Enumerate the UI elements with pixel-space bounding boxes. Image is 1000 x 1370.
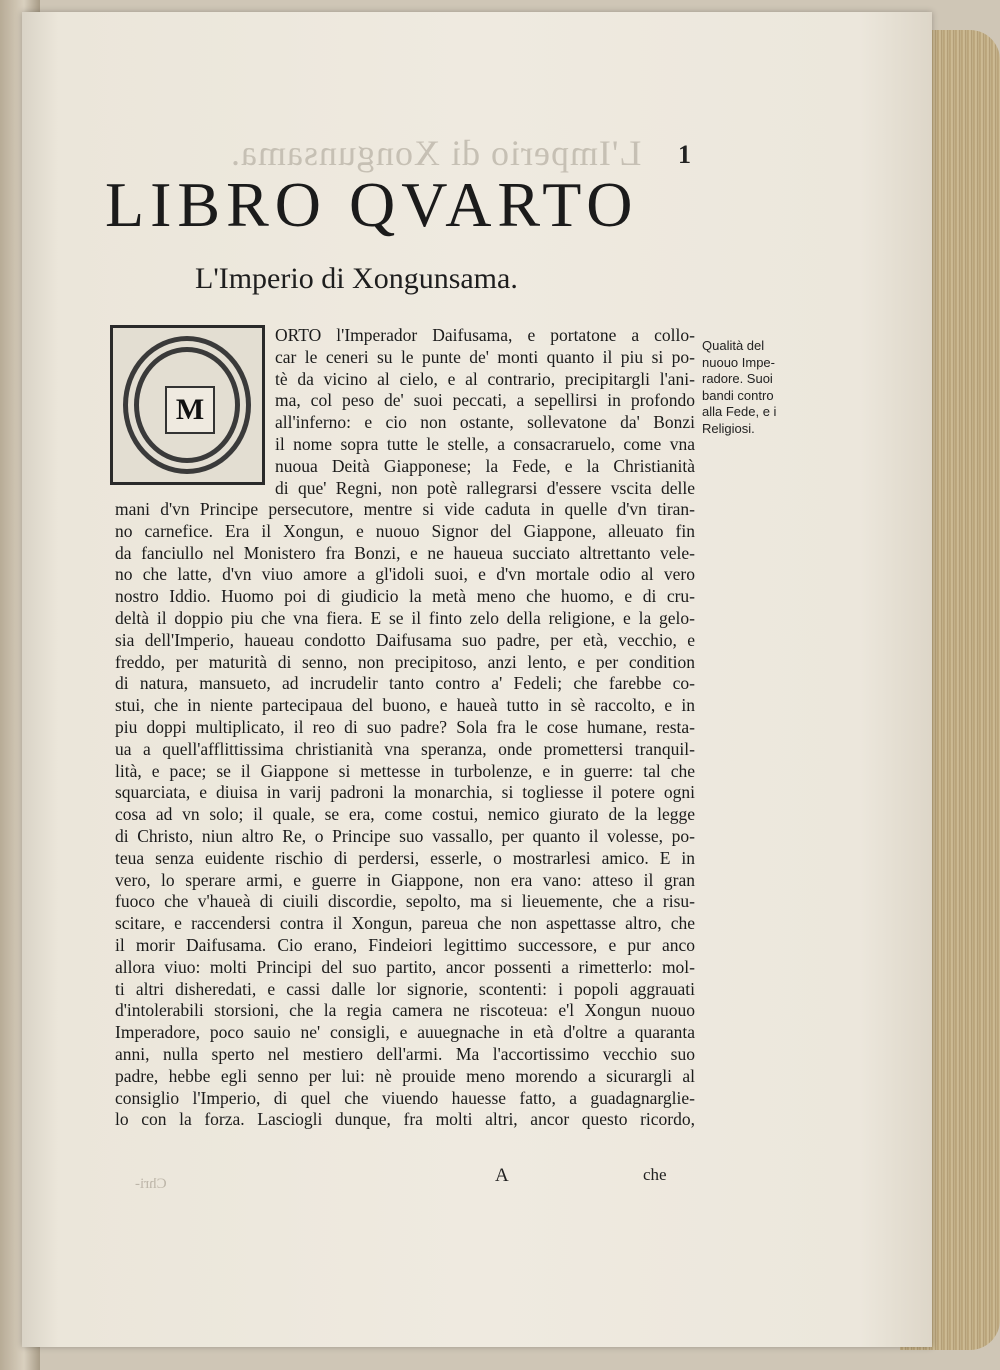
signature-mark: A xyxy=(495,1165,509,1186)
text-line: lo con la forza. Lasciogli dunque, fra molti altri, ancor questo ricordo, xyxy=(115,1109,695,1130)
margin-note-line: nuouo Impe- xyxy=(702,354,775,370)
text-line: vero, lo sperare armi, e guerre in Giappone, non era vano: atteso il gran xyxy=(115,869,695,890)
text-line: no carnefice. Era il Xongun, e nuouo Signor del Giappone, alleuato fin xyxy=(115,520,695,541)
full-width-paragraph-lines xyxy=(115,499,695,1131)
text-line: freddo, per maturità di senno, non precipitoso, anzi lento, e per condition xyxy=(115,651,695,672)
text-line: tè da vicino al cielo, e al contrario, precipitargli l'ani- xyxy=(275,368,695,389)
text-line: da fanciullo nel Monistero fra Bonzi, e ne haueua succiato altrettanto vele- xyxy=(115,542,695,563)
text-line: padre, hebbe egli senno per lui: nè prouide meno morendo a sicurargli al xyxy=(115,1065,695,1086)
text-line: il nome sopra tutte le stelle, a consacraruelo, come vna xyxy=(275,433,695,454)
decorated-initial xyxy=(110,325,265,485)
text-line: d'intolerabili storsioni, che la regia camera ne riscoteua: e'l Xongun nuouo xyxy=(115,1000,695,1021)
show-through-text: L'Imperio di Xongunsama. xyxy=(230,133,642,173)
text-line: piu doppi multiplicato, il reo di suo padre? Sola fra le cose humane, resta- xyxy=(115,716,695,737)
indented-paragraph-lines xyxy=(275,325,695,499)
text-line: ORTO l'Imperador Daifusama, e portatone a collo- xyxy=(275,325,695,345)
text-line: ti altri disheredati, e cassi dalle lor signorie, scontenti: i popoli aggrauati xyxy=(115,978,695,999)
text-line: di natura, mansueto, ad incrudelir tanto contro a' Fedeli; che farebbe co- xyxy=(115,673,695,694)
text-line: di que' Regni, non potè rallegrarsi d'essere vscita delle xyxy=(275,477,695,498)
text-line: il morir Daifusama. Cio erano, Findeiori legittimo successore, e pur anco xyxy=(115,934,695,955)
text-line: di Christo, niun altro Re, o Principe suo vassallo, per quanto il volesse, po- xyxy=(115,825,695,846)
drop-cap-letter: M xyxy=(165,386,215,434)
text-line: Imperadore, poco sauio ne' consigli, e auuegnache in età d'oltre a quaranta xyxy=(115,1022,695,1043)
margin-note xyxy=(702,338,786,437)
text-line: deltà il doppio piu che vna fiera. E se il finto zelo della religione, e la gelo- xyxy=(115,607,695,628)
text-line: nuoua Deità Giapponese; la Fede, e la Christianità xyxy=(275,455,695,476)
text-line: ma, col peso de' suoi peccati, a sepellirsi in profondo xyxy=(275,390,695,411)
text-line: sia dell'Imperio, haueau condotto Daifusama suo padre, per età, vecchio, e xyxy=(115,629,695,650)
margin-note-line: alla Fede, e i xyxy=(702,404,777,419)
text-line: mani d'vn Principe persecutore, mentre si vide caduta in quelle d'vn tiran- xyxy=(115,499,695,519)
chapter-title: L'Imperio di Xongunsama. xyxy=(195,262,518,295)
catchword: che xyxy=(643,1165,667,1184)
text-line: nostro Iddio. Huomo poi di giudicio la metà meno che huomo, e di cru- xyxy=(115,586,695,607)
text-line: cosa ad vn solo; il quale, se era, come costui, nemico giurato de la legge xyxy=(115,804,695,825)
text-line: scitare, e raccendersi contra il Xongun, pareua che non aspettasse altro, che xyxy=(115,913,695,934)
page-number: 1 xyxy=(678,140,691,169)
text-line: teua senza euidente rischio di perdersi, esserle, o mostrarlesi amico. E in xyxy=(115,847,695,868)
text-line: stui, che in niente partecipaua del buono, e haueà tutto in sè raccolto, e in xyxy=(115,695,695,716)
margin-note-line: radore. Suoi xyxy=(702,371,773,386)
text-line: consiglio l'Imperio, di quel che viuendo hauesse fatto, a guadagnarglie- xyxy=(115,1087,695,1108)
text-line: lità, e pace; se il Giappone si mettesse in turbolenze, e in guerre: tal che xyxy=(115,760,695,781)
text-line: car le ceneri su le punte de' monti quanto il piu si po- xyxy=(275,346,695,367)
text-line: fuoco che v'haueà di ciuili discordie, sepolto, ma si lieuemente, che a risu- xyxy=(115,891,695,912)
text-line: no che latte, d'vn viuo amore a gl'idoli suoi, e d'vn mortale odio al vero xyxy=(115,564,695,585)
text-line: allora viuo: molti Principi del suo partito, ancor possenti a rimetterlo: mol- xyxy=(115,956,695,977)
margin-note-line: Qualità del xyxy=(702,338,765,353)
text-line: ua a quell'afflittissima christianità vna speranza, onde promettersi tranquil- xyxy=(115,738,695,759)
text-line: squarciata, e diuisa in varij padroni la monarchia, si togliesse il potere ogni xyxy=(115,782,695,803)
text-line: anni, nulla sperto nel mestiero dell'armi. Ma l'accortissimo vecchio suo xyxy=(115,1043,695,1064)
text-line: all'inferno: e cio non ostante, sollevatone da' Bonzi xyxy=(275,412,695,433)
margin-note-line: Religiosi. xyxy=(702,420,755,436)
book-title: LIBRO QVARTO xyxy=(105,169,639,240)
show-through-catchword: Chri- xyxy=(135,1176,167,1192)
margin-note-line: bandi contro xyxy=(702,387,774,403)
